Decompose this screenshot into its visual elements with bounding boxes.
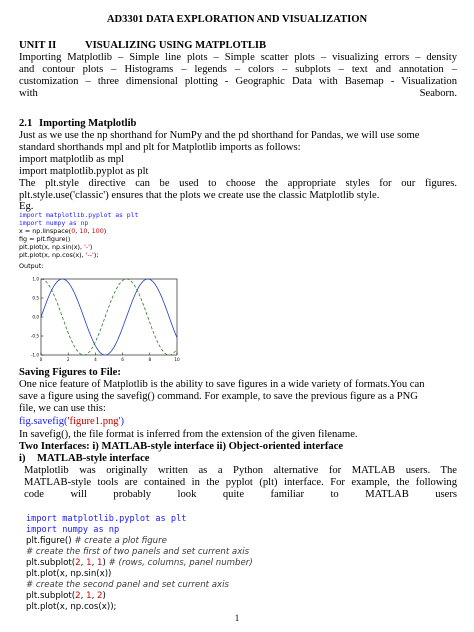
code-token: '-' — [84, 243, 90, 251]
code-token: matplotlib.pyplot — [62, 514, 156, 524]
unit-summary-line-3: customization – three dimensional plotting - Geographic Data with Basemap - Visualization — [19, 76, 457, 87]
section-para-line-4: import matplotlib.pyplot as plt — [19, 166, 149, 177]
section-para-line-6: plt.style.use('classic') ensures that the plots we create use the classic Matplotlib style. — [19, 190, 380, 201]
matlab-para-line-3: code will probably look quite familiar to MATLAB users — [24, 489, 457, 500]
code2-line-7: # create the second panel and set current axis — [26, 580, 229, 590]
code-token: as — [93, 525, 109, 535]
saving-para-line-2: save a figure using the savefig() command. For example, to save the previous figure as a PNG — [19, 391, 418, 402]
code-token: ) — [102, 591, 106, 601]
code-token: plt.subplot( — [26, 558, 76, 568]
code-token: 1 — [97, 558, 103, 568]
code-token: np — [80, 219, 89, 227]
code-token: import — [26, 525, 63, 535]
code-token: 2 — [97, 591, 103, 601]
code-token: 2 — [75, 558, 81, 568]
y-tick-label: 0.5 — [32, 295, 39, 301]
unit-summary-line-1: Importing Matplotlib – Simple line plots – Simple scatter plots – visualizing errors – density — [19, 52, 457, 63]
y-tick-label: -1.0 — [30, 352, 39, 358]
code-token: , — [87, 227, 92, 235]
code-token: 100 — [91, 227, 104, 235]
matlab-para-line-2: MATLAB-style tools are contained in the pyplot (plt) interface. For example, the following — [24, 477, 457, 488]
code-token: numpy — [62, 525, 94, 535]
saving-para-line-1: One nice feature of Matplotlib is the ability to save figures in a wide variety of formats.You can — [19, 379, 425, 390]
unit-title: VISUALIZING USING MATPLOTLIB — [85, 40, 267, 51]
code2-line-5 — [26, 558, 253, 568]
code2-line-4: # create the first of two panels and set current axis — [26, 547, 250, 557]
savefig-call: fig.savefig( — [19, 416, 68, 427]
interfaces-heading: Two Interfaces: i) MATLAB-style interface ii) Object-oriented interface — [19, 441, 344, 452]
x-tick-label: 8 — [148, 357, 152, 362]
code-comment: # (rows, columns, panel number) — [108, 558, 253, 568]
code-token: ); — [93, 251, 99, 259]
matlab-heading — [19, 453, 457, 465]
code-token: import — [19, 211, 46, 219]
code-token: import — [26, 514, 63, 524]
y-tick-label: -0.5 — [30, 333, 39, 339]
code-token: plt.plot(x, np.sin(x), — [19, 243, 85, 251]
savefig-arg: 'figure1.png' — [67, 416, 121, 427]
output-plot — [19, 275, 184, 365]
code-token: plt.subplot( — [26, 591, 76, 601]
code-token: , — [80, 558, 87, 568]
code-token: 10 — [79, 227, 88, 235]
section-para-line-5: The plt.style directive can be used to choose the appropriate styles for our figures. — [19, 178, 457, 189]
code2-line-9: plt.plot(x, np.cos(x)); — [26, 602, 117, 612]
code2-line-1 — [26, 514, 186, 524]
output-label: Output: — [19, 262, 44, 270]
code-token: as — [155, 514, 171, 524]
unit-summary-line-2: and contour plots – Histograms – legends – colors – subplots – text and annotation – — [19, 64, 457, 75]
code-token: plt.plot(x, np.cos(x), — [19, 251, 86, 259]
code2-line-6: plt.plot(x, np.sin(x)) — [26, 569, 112, 579]
code-token: numpy — [45, 219, 70, 227]
document-title: AD3301 DATA EXPLORATION AND VISUALIZATION — [106, 14, 368, 25]
code-token: plt — [126, 211, 139, 219]
code-line-2 — [19, 219, 88, 227]
section-heading — [19, 118, 457, 130]
code-token: 1 — [86, 558, 92, 568]
code2-line-2 — [26, 525, 119, 535]
code-comment: # create a plot figure — [74, 536, 167, 546]
saving-heading: Saving Figures to File: — [19, 367, 121, 378]
code-token: , — [91, 591, 98, 601]
matlab-heading-number: i) — [19, 453, 26, 464]
code-token: x = np.linspace( — [19, 227, 72, 235]
code-token: '--' — [85, 251, 94, 259]
code-token: plt — [170, 514, 187, 524]
code2-line-8 — [26, 591, 106, 601]
section-para-line-1: Just as we use the np shorthand for NumPy and the pd shorthand for Pandas, we will use some — [19, 130, 420, 141]
code-token: plt.figure() — [26, 536, 75, 546]
code2-line-3 — [26, 536, 167, 546]
code-token: np — [108, 525, 120, 535]
savefig-example — [19, 416, 457, 428]
section-number: 2.1 — [19, 118, 33, 129]
code-line-3 — [19, 227, 106, 235]
x-tick-label: 6 — [121, 357, 124, 362]
code-line-1 — [19, 211, 138, 219]
code-token: ) — [89, 243, 93, 251]
code-token: as — [115, 211, 127, 219]
section-title: Importing Matplotlib — [39, 118, 137, 129]
matlab-para-line-1: Matplotlib was originally written as a Python alternative for MATLAB users. The — [24, 465, 457, 476]
y-tick-label: 0.0 — [32, 314, 39, 320]
example-label: Eg. — [19, 201, 34, 212]
matlab-heading-title: MATLAB-style interface — [37, 453, 150, 464]
x-tick-label: 0 — [39, 357, 43, 362]
code-line-4: fig = plt.figure() — [19, 235, 71, 243]
section-para-line-3: import matplotlib as mpl — [19, 154, 125, 165]
unit-summary-line-4: with Seaborn. — [19, 88, 457, 99]
x-tick-label: 2 — [66, 357, 70, 362]
code-token: 1 — [86, 591, 92, 601]
x-tick-label: 4 — [94, 357, 97, 362]
code-token: , — [91, 558, 98, 568]
code-token: matplotlib.pyplot — [45, 211, 116, 219]
code-line-5 — [19, 243, 92, 251]
unit-label: UNIT II — [19, 40, 57, 51]
saving-para-line-4: In savefig(), the file format is inferred from the extension of the given filename. — [19, 429, 358, 440]
code-token: 2 — [75, 591, 81, 601]
code-token: ) — [102, 558, 109, 568]
saving-para-line-3: file, we can use this: — [19, 403, 106, 414]
y-tick-label: 1.0 — [32, 276, 39, 282]
page-number: 1 — [234, 613, 240, 623]
code-token: , — [80, 591, 87, 601]
section-para-line-2: standard shorthands mpl and plt for Matplotlib imports as follows: — [19, 142, 301, 153]
x-tick-label: 10 — [174, 357, 180, 362]
code-token: as — [69, 219, 81, 227]
unit-heading — [19, 40, 457, 52]
savefig-close: ) — [120, 416, 125, 427]
code-token: ) — [103, 227, 107, 235]
code-token: import — [19, 219, 46, 227]
code-token: , — [75, 227, 80, 235]
code-token: 0 — [71, 227, 76, 235]
code-line-6 — [19, 251, 98, 259]
plot-frame — [41, 279, 177, 355]
